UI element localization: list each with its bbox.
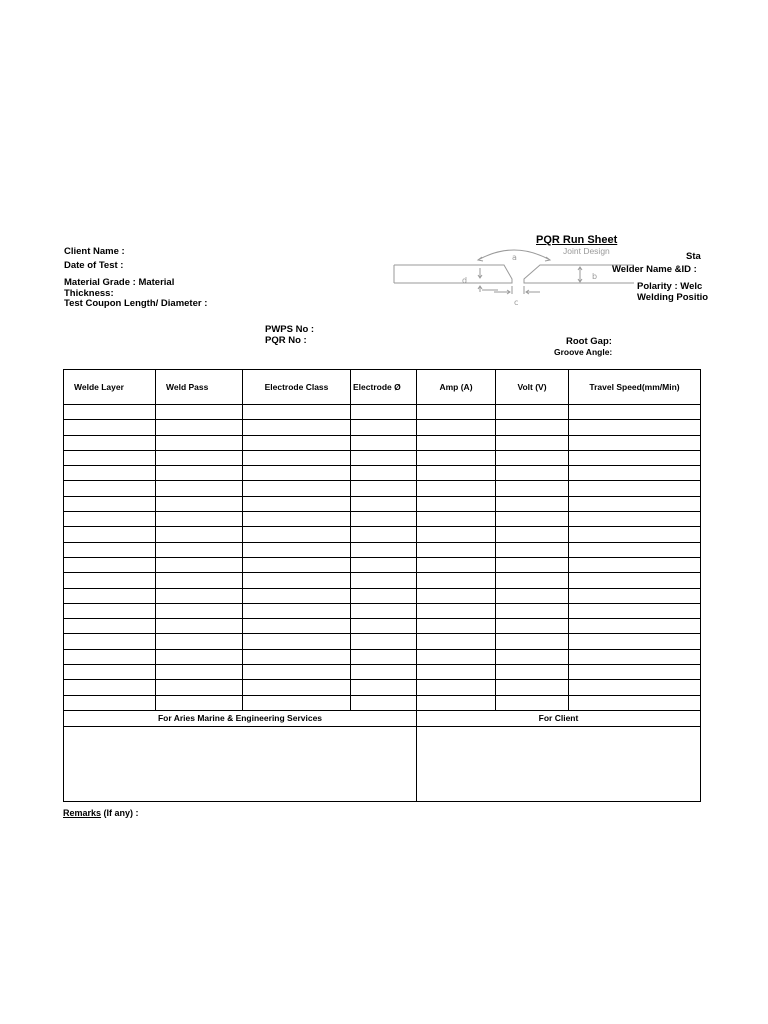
table-cell[interactable] — [569, 405, 701, 420]
table-cell[interactable] — [496, 496, 569, 511]
table-cell[interactable] — [496, 420, 569, 435]
table-cell[interactable] — [156, 542, 243, 557]
table-cell[interactable] — [351, 435, 417, 450]
table-cell[interactable] — [496, 466, 569, 481]
table-cell[interactable] — [64, 405, 156, 420]
table-cell[interactable] — [64, 634, 156, 649]
table-row — [64, 512, 701, 527]
table-cell[interactable] — [156, 450, 243, 465]
table-cell[interactable] — [156, 420, 243, 435]
header-travel-speed: Travel Speed(mm/Min) — [569, 370, 701, 405]
table-cell[interactable] — [496, 542, 569, 557]
table-cell[interactable] — [156, 496, 243, 511]
table-cell[interactable] — [156, 649, 243, 664]
table-cell[interactable] — [417, 481, 496, 496]
table-cell[interactable] — [496, 619, 569, 634]
table-cell[interactable] — [351, 450, 417, 465]
company-signature-label: For Aries Marine & Engineering Services — [64, 710, 417, 726]
table-cell[interactable] — [64, 466, 156, 481]
table-cell[interactable] — [351, 512, 417, 527]
table-cell[interactable] — [243, 649, 351, 664]
table-cell[interactable] — [156, 665, 243, 680]
table-row — [64, 649, 701, 664]
table-cell[interactable] — [569, 527, 701, 542]
table-cell[interactable] — [351, 634, 417, 649]
table-cell[interactable] — [417, 634, 496, 649]
client-name-label: Client Name : — [64, 246, 125, 257]
table-cell[interactable] — [417, 588, 496, 603]
pwps-no-label: PWPS No : — [265, 324, 315, 335]
table-cell[interactable] — [64, 588, 156, 603]
signature-body-row — [64, 726, 701, 801]
table-cell[interactable] — [569, 481, 701, 496]
date-of-test-label: Date of Test : — [64, 260, 124, 271]
table-cell[interactable] — [351, 405, 417, 420]
root-gap-label: Root Gap: — [566, 336, 612, 347]
table-cell[interactable] — [496, 573, 569, 588]
table-cell[interactable] — [243, 420, 351, 435]
table-cell[interactable] — [243, 557, 351, 572]
sta-label: Sta — [686, 251, 701, 262]
welder-name-label: Welder Name &ID : — [612, 264, 697, 275]
table-cell[interactable] — [64, 481, 156, 496]
table-cell[interactable] — [569, 603, 701, 618]
table-cell[interactable] — [64, 603, 156, 618]
table-cell[interactable] — [569, 420, 701, 435]
welding-position-label: Welding Positio — [637, 292, 709, 303]
table-cell[interactable] — [569, 557, 701, 572]
table-cell[interactable] — [417, 405, 496, 420]
table-cell[interactable] — [496, 450, 569, 465]
table-cell[interactable] — [569, 466, 701, 481]
table-cell[interactable] — [351, 695, 417, 710]
thickness-label: Thickness: — [64, 288, 114, 299]
table-cell[interactable] — [351, 466, 417, 481]
table-cell[interactable] — [569, 680, 701, 695]
table-cell[interactable] — [417, 573, 496, 588]
table-cell[interactable] — [351, 619, 417, 634]
table-cell[interactable] — [417, 542, 496, 557]
table-cell[interactable] — [64, 450, 156, 465]
table-cell[interactable] — [156, 527, 243, 542]
table-cell[interactable] — [243, 481, 351, 496]
table-row — [64, 405, 701, 420]
table-cell[interactable] — [569, 619, 701, 634]
table-cell[interactable] — [351, 496, 417, 511]
table-cell[interactable] — [243, 542, 351, 557]
table-cell[interactable] — [156, 573, 243, 588]
table-cell[interactable] — [417, 649, 496, 664]
header-electrode-class: Electrode Class — [243, 370, 351, 405]
joint-design-diagram — [394, 248, 634, 308]
joint-design-caption: Joint Design — [563, 246, 610, 256]
table-cell[interactable] — [351, 588, 417, 603]
table-cell[interactable] — [569, 542, 701, 557]
table-cell[interactable] — [156, 435, 243, 450]
diagram-label-d: d — [462, 276, 468, 285]
table-cell[interactable] — [351, 481, 417, 496]
table-row — [64, 695, 701, 710]
table-cell[interactable] — [351, 573, 417, 588]
table-cell[interactable] — [569, 695, 701, 710]
table-cell[interactable] — [156, 557, 243, 572]
table-cell[interactable] — [417, 512, 496, 527]
table-row — [64, 573, 701, 588]
table-cell[interactable] — [243, 634, 351, 649]
table-cell[interactable] — [417, 435, 496, 450]
table-cell[interactable] — [156, 481, 243, 496]
table-cell[interactable] — [156, 588, 243, 603]
table-cell[interactable] — [496, 603, 569, 618]
table-row — [64, 665, 701, 680]
table-cell[interactable] — [243, 680, 351, 695]
table-cell[interactable] — [243, 435, 351, 450]
table-row — [64, 542, 701, 557]
table-cell[interactable] — [569, 573, 701, 588]
table-cell[interactable] — [64, 649, 156, 664]
table-row — [64, 420, 701, 435]
table-cell[interactable] — [496, 435, 569, 450]
table-cell[interactable] — [243, 466, 351, 481]
table-cell[interactable] — [64, 573, 156, 588]
table-cell[interactable] — [569, 512, 701, 527]
table-cell[interactable] — [351, 557, 417, 572]
diagram-label-b: b — [592, 272, 598, 281]
table-cell[interactable] — [417, 450, 496, 465]
polarity-label: Polarity : Welc — [637, 281, 703, 292]
table-cell[interactable] — [569, 450, 701, 465]
table-cell[interactable] — [243, 603, 351, 618]
table-cell[interactable] — [243, 405, 351, 420]
table-cell[interactable] — [156, 695, 243, 710]
table-cell[interactable] — [351, 680, 417, 695]
signature-header-row — [64, 710, 701, 726]
pqr-no-label: PQR No : — [265, 335, 307, 346]
table-cell[interactable] — [417, 619, 496, 634]
table-row — [64, 450, 701, 465]
table-cell[interactable] — [351, 527, 417, 542]
table-cell[interactable] — [496, 680, 569, 695]
table-cell[interactable] — [496, 405, 569, 420]
table-cell[interactable] — [351, 665, 417, 680]
table-cell[interactable] — [351, 649, 417, 664]
table-row — [64, 680, 701, 695]
table-row — [64, 435, 701, 450]
company-signature-box[interactable] — [64, 726, 417, 801]
table-cell[interactable] — [569, 665, 701, 680]
table-cell[interactable] — [417, 680, 496, 695]
table-cell[interactable] — [417, 496, 496, 511]
table-cell[interactable] — [496, 588, 569, 603]
diagram-label-a: a — [512, 253, 517, 262]
table-row — [64, 496, 701, 511]
page-title: PQR Run Sheet — [536, 234, 618, 246]
table-cell[interactable] — [496, 557, 569, 572]
table-cell[interactable] — [351, 603, 417, 618]
table-cell[interactable] — [64, 527, 156, 542]
table-cell[interactable] — [64, 665, 156, 680]
table-cell[interactable] — [64, 420, 156, 435]
header-weld-pass: Weld Pass — [156, 370, 243, 405]
remarks-label: Remarks (If any) : — [63, 808, 139, 818]
table-cell[interactable] — [64, 680, 156, 695]
table-cell[interactable] — [156, 466, 243, 481]
header-welde-layer: Welde Layer — [64, 370, 156, 405]
table-cell[interactable] — [569, 588, 701, 603]
table-cell[interactable] — [496, 481, 569, 496]
table-cell[interactable] — [64, 512, 156, 527]
header-volt: Volt (V) — [496, 370, 569, 405]
table-cell[interactable] — [496, 649, 569, 664]
table-cell[interactable] — [64, 619, 156, 634]
table-cell[interactable] — [417, 695, 496, 710]
table-cell[interactable] — [569, 634, 701, 649]
client-signature-box[interactable] — [417, 726, 701, 801]
table-cell[interactable] — [64, 695, 156, 710]
table-cell[interactable] — [496, 527, 569, 542]
table-row — [64, 557, 701, 572]
table-cell[interactable] — [496, 634, 569, 649]
table-cell[interactable] — [569, 435, 701, 450]
table-row — [64, 481, 701, 496]
test-coupon-label: Test Coupon Length/ Diameter : — [64, 298, 208, 309]
table-cell[interactable] — [496, 512, 569, 527]
table-cell[interactable] — [243, 573, 351, 588]
table-row — [64, 619, 701, 634]
table-cell[interactable] — [417, 527, 496, 542]
table-cell[interactable] — [569, 649, 701, 664]
table-cell[interactable] — [156, 634, 243, 649]
table-cell[interactable] — [64, 542, 156, 557]
table-cell[interactable] — [243, 695, 351, 710]
table-cell[interactable] — [417, 603, 496, 618]
table-cell[interactable] — [417, 466, 496, 481]
table-header-row — [64, 370, 701, 405]
table-cell[interactable] — [496, 695, 569, 710]
table-cell[interactable] — [243, 665, 351, 680]
table-cell[interactable] — [156, 619, 243, 634]
table-cell[interactable] — [156, 603, 243, 618]
table-row — [64, 634, 701, 649]
table-row — [64, 527, 701, 542]
table-cell[interactable] — [156, 680, 243, 695]
table-cell[interactable] — [156, 405, 243, 420]
table-cell[interactable] — [64, 557, 156, 572]
header-electrode-diameter: Electrode Ø — [351, 370, 417, 405]
table-cell[interactable] — [243, 619, 351, 634]
table-cell[interactable] — [496, 665, 569, 680]
table-cell[interactable] — [417, 420, 496, 435]
run-sheet-table — [63, 369, 701, 802]
table-cell[interactable] — [417, 665, 496, 680]
table-cell[interactable] — [243, 450, 351, 465]
client-signature-label: For Client — [417, 710, 701, 726]
table-cell[interactable] — [243, 496, 351, 511]
table-row — [64, 588, 701, 603]
table-cell[interactable] — [156, 512, 243, 527]
table-cell[interactable] — [64, 496, 156, 511]
table-cell[interactable] — [351, 420, 417, 435]
diagram-label-c: c — [514, 298, 519, 307]
table-cell[interactable] — [243, 527, 351, 542]
material-grade-label: Material Grade : Material — [64, 277, 175, 288]
table-cell[interactable] — [64, 435, 156, 450]
table-cell[interactable] — [417, 557, 496, 572]
table-cell[interactable] — [569, 496, 701, 511]
header-amp: Amp (A) — [417, 370, 496, 405]
table-row — [64, 466, 701, 481]
groove-angle-label: Groove Angle: — [554, 347, 613, 357]
table-cell[interactable] — [243, 512, 351, 527]
table-cell[interactable] — [243, 588, 351, 603]
table-row — [64, 603, 701, 618]
table-cell[interactable] — [351, 542, 417, 557]
